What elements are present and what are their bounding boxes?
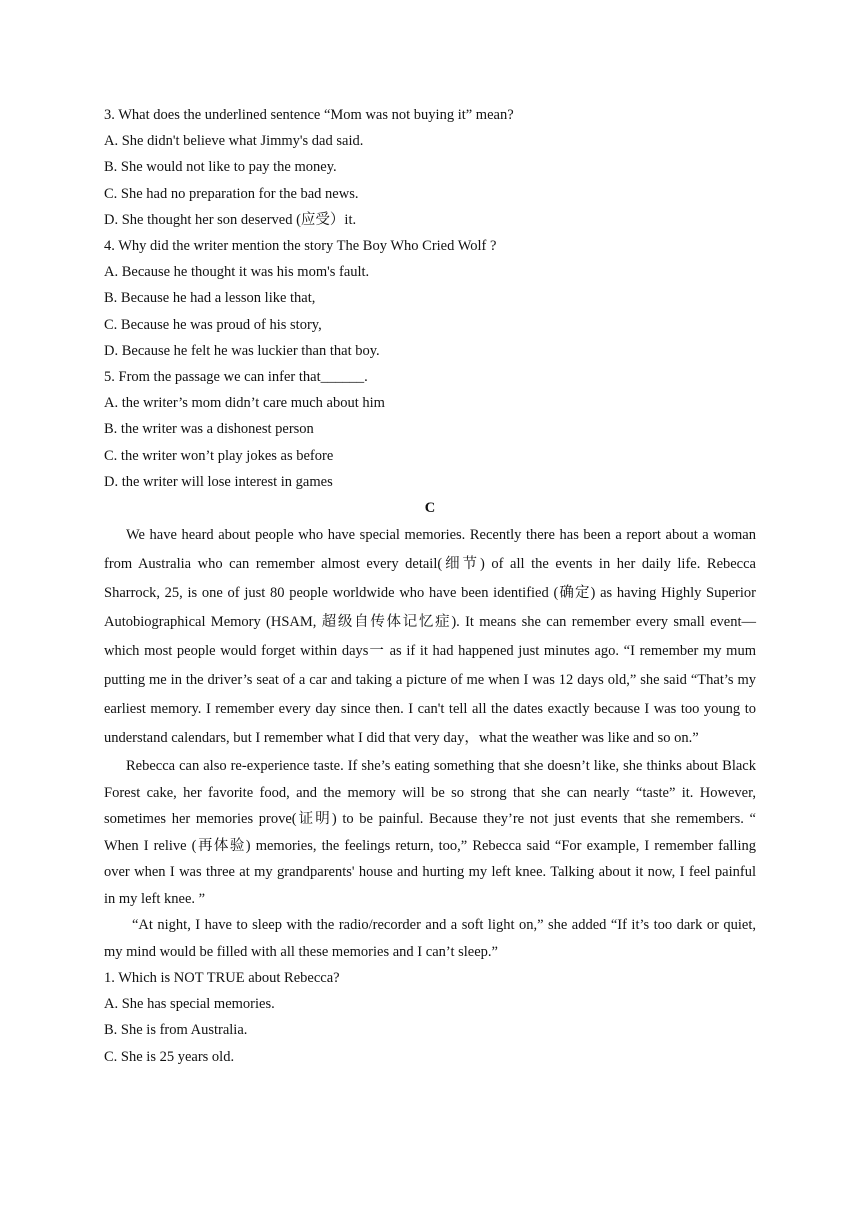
passage-paragraph-1: We have heard about people who have special memories. Recently there has been a report about a woman from Australia who can remember almost every detail(细节) of all the events in her daily life. Rebecca Sharrock, 25, is one of just 80 people worldwide who have been identified (确定) as having Highly Superior Autobiographical Memory (HSAM, 超级自传体记忆症). It means she can remember every small event—which most people would forget within days一 as if it had happened just minutes ago. “I remember my mum putting me in the driver’s seat of a car and taking a picture of me when I was 12 days old,” she said “That’s my earliest memory. I remember every day since then. I can't tell all the dates exactly because I was too young to understand calendars, but I remember what I did that very day，what the weather was like and so on.” (104, 527, 756, 747)
passage-paragraph-3: “At night, I have to sleep with the radio/recorder and a soft light on,” she added “If it’s too dark or quiet, my mind would be filled with all these memories and I can’t sleep.” (104, 917, 756, 960)
passage-paragraph-2: Rebecca can also re-experience taste. If she’s eating something that she doesn’t like, she thinks about Black Forest cake, her favorite food, and the memory will be so strong that she can nearly “taste” it. However, sometimes her memories prove(证明) to be painful. Because they’re not just events that she remembers. “ When I relive (再体验) memories, the feelings return, too,” Rebecca said “For example, I remember falling over when I was three at my grandparents' house and hurting my left knee. Talking about it now, I feel painful in my left knee. ” (104, 758, 756, 907)
question-5-option-c: C. the writer won’t play jokes as before (104, 447, 334, 464)
question-3-option-d: D. She thought her son deserved (应受）it. (104, 211, 357, 228)
question-3-stem: 3. What does the underlined sentence “Mom was not buying it” mean? (104, 107, 514, 123)
question-4-option-b: B. Because he had a lesson like that, (104, 290, 316, 307)
question-5-stem: 5. From the passage we can infer that______. (104, 369, 368, 386)
question-4-option-a: A. Because he thought it was his mom's fault. (104, 264, 370, 281)
question-5-option-a: A. the writer’s mom didn’t care much about him (104, 395, 385, 412)
question-4-stem: 4. Why did the writer mention the story The Boy Who Cried Wolf ? (104, 238, 497, 255)
question-c1-option-a: A. She has special memories. (104, 996, 275, 1013)
question-c1-option-c: C. She is 25 years old. (104, 1048, 235, 1065)
question-5-option-b: B. the writer was a dishonest person (104, 421, 314, 438)
question-3-option-a: A. She didn't believe what Jimmy's dad said. (104, 133, 364, 150)
document-content (104, 102, 756, 1070)
question-4-option-d: D. Because he felt he was luckier than that boy. (104, 342, 380, 359)
question-4-option-c: C. Because he was proud of his story, (104, 316, 322, 333)
section-heading: C (424, 500, 436, 517)
question-3-option-b: B. She would not like to pay the money. (104, 159, 337, 176)
question-c1-option-b: B. She is from Australia. (104, 1022, 248, 1039)
question-c1-stem: 1. Which is NOT TRUE about Rebecca? (104, 970, 340, 987)
question-5-option-d: D. the writer will lose interest in games (104, 473, 333, 490)
question-3-option-c: C. She had no preparation for the bad news. (104, 185, 359, 202)
